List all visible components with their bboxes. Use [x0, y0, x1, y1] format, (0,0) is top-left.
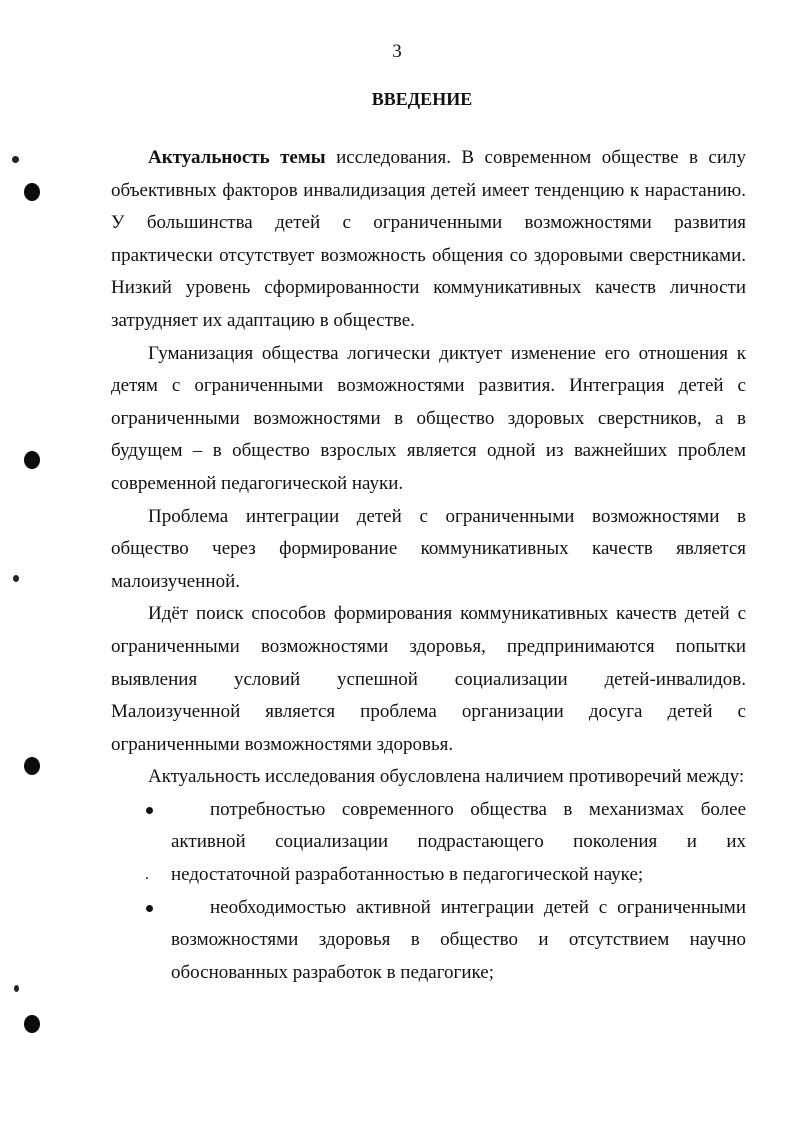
paragraph-humanization: Гуманизация общества логически диктует изменение его отношения к детям с ограниченными возможностями развития. Интеграция детей с ограниченными возможностями в общество здоровых сверстников, а в будущем – в общество взрослых является одной из важнейших проблем современной педагогической науки. [111, 342, 746, 494]
list-item-text: потребностью современного общества в механизмах более активной социализации подрастающего поколения и их недостаточной разработанностью в педагогической науке; [171, 798, 746, 886]
binder-hole-icon [24, 1015, 40, 1033]
contradictions-list [111, 794, 746, 990]
list-item [111, 892, 746, 990]
scan-speck-icon [12, 156, 19, 163]
paragraph-integration-problem: Проблема интеграции детей с ограниченными возможностями в общество через формирование коммуникативных качеств является малоизученной. [111, 505, 746, 592]
scan-speck-icon [13, 575, 19, 582]
bullet-icon [146, 905, 153, 912]
relevance-bold-phrase: Актуальность темы [148, 147, 326, 168]
paragraph-relevance [111, 142, 746, 338]
document-body [111, 142, 746, 989]
paragraph-search-methods: Идёт поиск способов формирования коммуникативных качеств детей с ограниченными возможностями здоровья, предпринимаются попытки выявления условий успешной социализации детей-инвалидов. Малоизученной является проблема организации досуга детей с ограниченными возможностями здоровья. [111, 603, 746, 755]
scan-speck-icon [14, 985, 19, 992]
binder-hole-icon [24, 451, 40, 469]
list-item-text: необходимостью активной интеграции детей с ограниченными возможностями здоровья в общество и отсутствием научно обоснованных разработок в педагогике; [171, 896, 746, 983]
binder-hole-icon [24, 183, 40, 201]
list-item [111, 794, 746, 892]
binder-hole-icon [24, 757, 40, 775]
section-heading: ВВЕДЕНИЕ [371, 89, 473, 109]
page-number: 3 [392, 41, 402, 62]
relevance-text: исследования. В современном обществе в силу объективных факторов инвалидизация детей имеет тенденцию к нарастанию. У большинства детей с ограниченными возможностями развития практически отсутствует возможность общения со здоровыми сверстниками. Низкий уровень сформированности коммуникативных качеств личности затрудняет их адаптацию в обществе. [111, 147, 746, 331]
bullet-icon [146, 807, 153, 814]
paragraph-contradictions: Актуальность исследования обусловлена наличием противоречий между: [148, 766, 745, 788]
scan-speck-icon [146, 877, 148, 879]
